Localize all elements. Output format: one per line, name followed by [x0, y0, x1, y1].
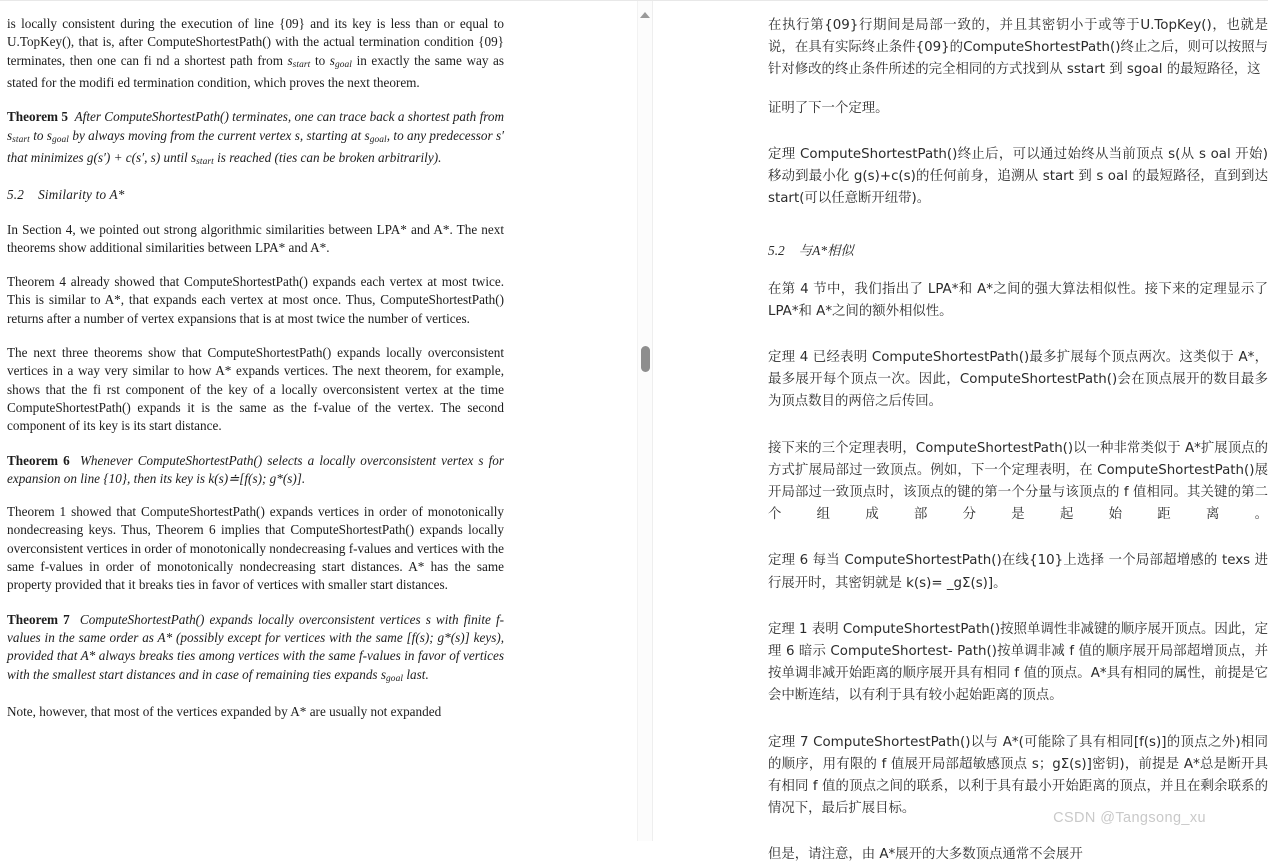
- paragraph-note: Note, however, that most of the vertices expanded by A* are usually not expanded: [7, 703, 442, 719]
- paragraph-theorem1-recap: Theorem 1 showed that ComputeShortestPath() expands vertices in order of monotonically nondecreasing keys. Thus, Theorem 6 implies that ComputeShortestPath() expands locally overconsistent vertices in order of monotonically nondecreasing f-values and vertices with the same f-values in order of monotonically nondecreasing start distances. A* has the same property provided that it breaks ties in favor of vertices with smaller start distances.: [7, 504, 504, 593]
- zh-paragraph-1: 在执行第{09}行期间是局部一致的，并且其密钥小于或等于U.TopKey()，也就是说，在具有实际终止条件{09}的ComputeShortestPath()终止之后，则可以按照与针对修改的终止条件所述的完全相同的方式找到从 sstart 到 sgoal 的最短路径，这: [768, 18, 1268, 78]
- paragraph-theorem4-recap: Theorem 4 already showed that ComputeShortestPath() expands each vertex at most twice. This is similar to A*, that expands each vertex at most once. Thus, ComputeShortestPath() returns after a number of vertex expansions that is at most twice the number of vertices.: [7, 274, 504, 326]
- source-text-column: [7, 15, 504, 721]
- zh-section-number: 5.2: [768, 243, 785, 259]
- theorem-7-block: Theorem 7 ComputeShortestPath() expands locally overconsistent vertices s with finite f-values in the same order as A* (possibly except for vertices with the same [f(s); g*(s)] keys), provided that A* always breaks ties among vertices with the same f-values in favor of vertices with the smallest start distances and in case of remaining ties expands $s_{goal}$ last.: [7, 611, 505, 684]
- zh-section-title: 与A*相似: [798, 243, 854, 259]
- section-title: Similarity to A*: [38, 187, 125, 203]
- zh-paragraph-theorem1: 定理 1 表明 ComputeShortestPath()按照单调性非减键的顺序展开顶点。因此，定理 6 暗示 ComputeShortest- Path()按单调非减 f 值的顺序展开局部超增顶点，并按单调非减开始距离的顺序展开具有相同 f 值的顶点。A*具有相同的属性，前提是它会中断连结，以有利于具有较小起始距离的顶点。: [768, 621, 1268, 704]
- zh-paragraph-next-three: 接下来的三个定理表明，ComputeShortestPath()以一种非常类似于 A*扩展顶点的方式扩展局部过一致顶点。例如，下一个定理表明，在 ComputeShortestPath()展开局部过一致顶点时，该顶点的键的第一个分量与该顶点的 f 值相同。其关键的第二个组成部分是起始距离。: [768, 440, 1268, 523]
- csdn-watermark: CSDN @Tangsong_xu: [1053, 810, 1206, 826]
- zh-paragraph-theorem6: 定理 6 每当 ComputeShortestPath()在线{10}上选择 一个局部超增感的 texs 进行展开时，其密钥就是 k(s)= _gΣ(s)]。: [768, 553, 1268, 591]
- scroll-up-arrow-icon[interactable]: [640, 12, 650, 18]
- zh-section-heading-5-2: [768, 240, 1268, 262]
- zh-paragraph-note: 但是，请注意，由 A*展开的大多数顶点通常不会展开: [768, 847, 1083, 863]
- paragraph-continued: is locally consistent during the execution of line {09} and its key is less than or equal to U.TopKey(), that is, after ComputeShortestPath() with the actual termination condition {09} terminates, then one can fi nd a shortest path from $s_{start}$ to $s_{goal}$ in exactly the same way as stated for the modifi ed termination condition, which proves the next theorem.: [7, 16, 504, 90]
- translation-pane[interactable]: [653, 1, 1276, 863]
- translation-text-column: [768, 15, 1268, 867]
- vertical-scrollbar[interactable]: [637, 1, 653, 841]
- scrollbar-thumb[interactable]: [641, 346, 650, 372]
- source-document-pane[interactable]: [0, 1, 637, 841]
- zh-paragraph-theorem7: 定理 7 ComputeShortestPath()以与 A*(可能除了具有相同[f(s)]的顶点之外)相同的顺序，用有限的 f 值展开局部超敏感顶点 s；gΣ(s)]密钥)，前提是 A*总是断开具有相同 f 值的顶点之间的联系，以利于具有最小开始距离的顶点，并且在剩余联系的情况下，最后扩展目标。: [768, 734, 1268, 817]
- zh-paragraph-1b: 证明了下一个定理。: [768, 100, 889, 116]
- zh-paragraph-theorem4: 定理 4 已经表明 ComputeShortestPath()最多扩展每个顶点两次。这类似于 A*，最多展开每个顶点一次。因此，ComputeShortestPath()会在顶点展开的数目最多为顶点数目的两倍之后传回。: [768, 350, 1268, 410]
- theorem-5-block: Theorem 5 After ComputeShortestPath() terminates, one can trace back a shortest path from $s_{start}$ to $s_{goal}$ by always moving from the current vertex s, starting at $s_{goal}$, to any predecessor s′ that minimizes g(s′) + c(s′, s) until $s_{start}$ is reached (ties can be broken arbitrarily).: [7, 109, 505, 167]
- theorem-6-block: Theorem 6 Whenever ComputeShortestPath() selects a locally overconsistent vertex s for expansion on line {10}, then its key is k(s)≐[f(s); g*(s)].: [7, 452, 505, 486]
- zh-paragraph-section4: 在第 4 节中，我们指出了 LPA*和 A*之间的强大算法相似性。接下来的定理显示了 LPA*和 A*之间的额外相似性。: [768, 281, 1268, 319]
- section-heading-5-2: [7, 186, 504, 204]
- paragraph-next-three-theorems: The next three theorems show that ComputeShortestPath() expands locally overconsistent vertices in a way very similar to how A* expands vertices. The next theorem, for example, shows that the fi rst component of the key of a locally overconsistent vertex at the time ComputeShortestPath() expands it is the same as the f-value of the vertex. The second component of its key is its start distance.: [7, 345, 504, 434]
- section-number: 5.2: [7, 187, 25, 203]
- paragraph-section4-reference: In Section 4, we pointed out strong algorithmic similarities between LPA* and A*. The next theorems show additional similarities between LPA* and A*.: [7, 221, 504, 255]
- zh-paragraph-theorem-traceback: 定理 ComputeShortestPath()终止后，可以通过始终从当前顶点 s(从 s oal 开始)移动到最小化 g(s)+c(s)的任何前身，追溯从 start 到 s oal 的最短路径，直到到达 start(可以任意断开纽带)。: [768, 146, 1268, 207]
